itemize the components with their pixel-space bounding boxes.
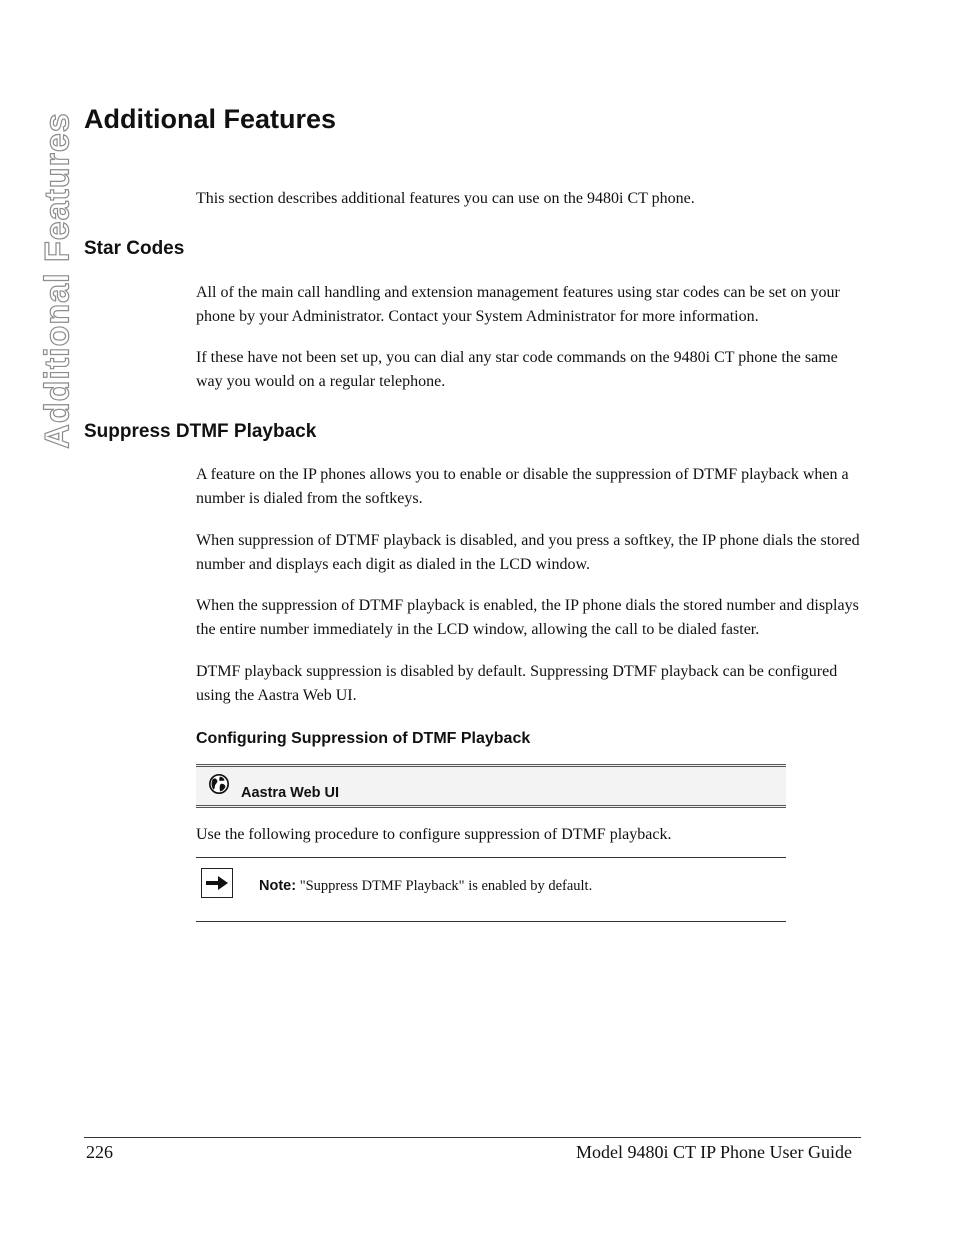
side-tab-label: Additional Features	[38, 111, 77, 449]
procedure-intro: Use the following procedure to configure suppression of DTMF playback.	[196, 826, 672, 843]
star-codes-paragraph-1: All of the main call handling and extension management features using star codes can be set on your phone by your Administrator. Contact your System Administrator for more information.	[196, 284, 840, 325]
side-tab	[30, 90, 86, 470]
globe-icon	[208, 773, 230, 795]
intro-paragraph: This section describes additional features you can use on the 9480i CT phone.	[196, 190, 695, 207]
web-ui-label: Aastra Web UI	[241, 785, 340, 801]
page-number: 226	[86, 1142, 113, 1162]
star-codes-paragraph-2: If these have not been set up, you can dial any star code commands on the 9480i CT phone the same way you would on a regular telephone.	[196, 349, 838, 390]
note-label: Note:	[259, 878, 297, 894]
star-codes-heading: Star Codes	[84, 238, 185, 259]
arrow-right-icon	[201, 868, 233, 898]
note-body: "Suppress DTMF Playback" is enabled by default.	[299, 878, 593, 894]
dtmf-paragraph-2: When suppression of DTMF playback is disabled, and you press a softkey, the IP phone dials the stored number and displays each digit as dialed in the LCD window.	[196, 532, 860, 573]
configuring-subheading: Configuring Suppression of DTMF Playback	[196, 730, 531, 747]
footer-rule	[84, 1137, 861, 1138]
dtmf-paragraph-3: When the suppression of DTMF playback is enabled, the IP phone dials the stored number and displays the entire number immediately in the LCD window, allowing the call to be dialed faster.	[196, 597, 859, 638]
guide-title: Model 9480i CT IP Phone User Guide	[576, 1142, 852, 1162]
suppress-dtmf-heading: Suppress DTMF Playback	[84, 421, 317, 442]
dtmf-paragraph-1: A feature on the IP phones allows you to enable or disable the suppression of DTMF playback when a number is dialed from the softkeys.	[196, 466, 849, 507]
dtmf-paragraph-4: DTMF playback suppression is disabled by default. Suppressing DTMF playback can be configured using the Aastra Web UI.	[196, 663, 838, 704]
note-text	[259, 876, 779, 896]
note-box	[196, 857, 786, 922]
page-title: Additional Features	[84, 104, 337, 134]
web-ui-banner	[196, 764, 786, 808]
